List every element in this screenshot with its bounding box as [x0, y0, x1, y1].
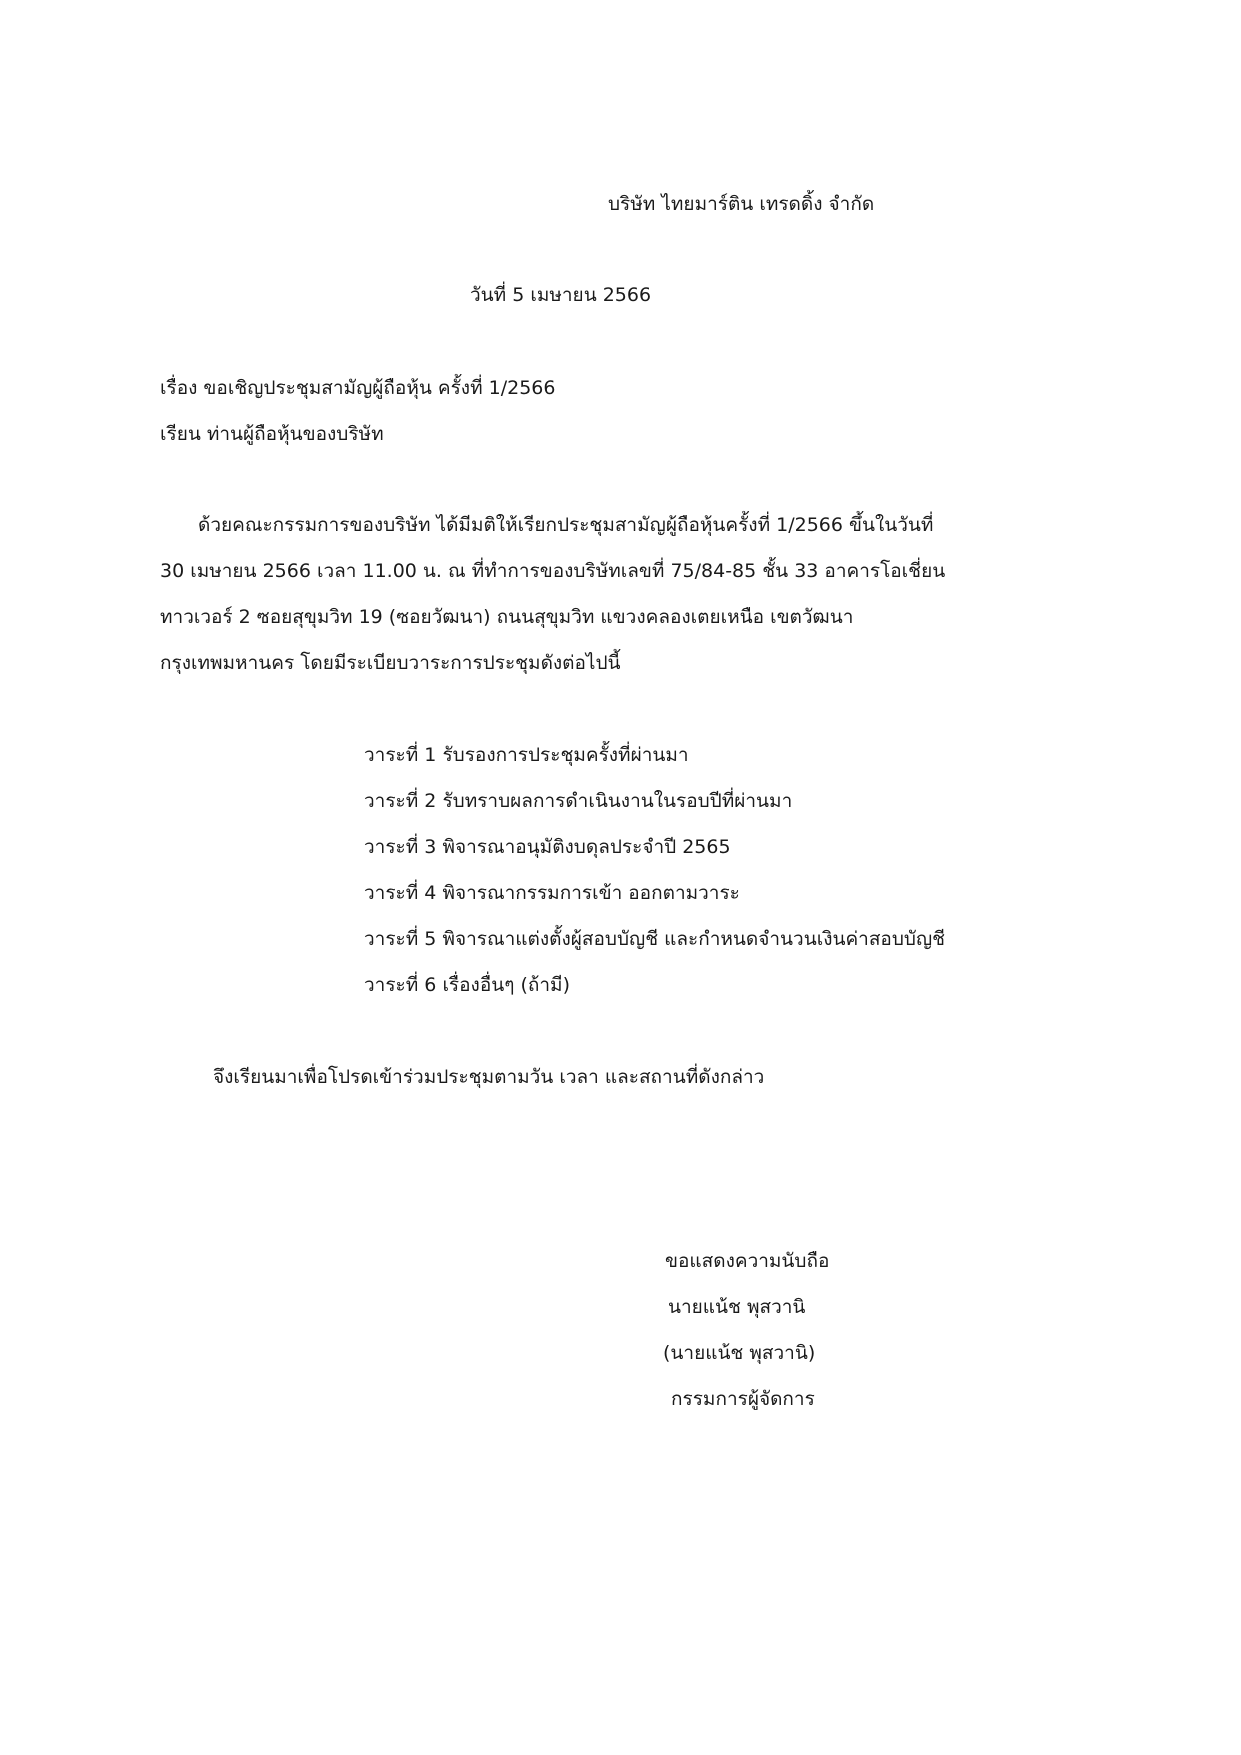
agenda-item: วาระที่ 4 พิจารณากรรมการเข้า ออกตามวาระ: [364, 882, 740, 904]
agenda-item: วาระที่ 2 รับทราบผลการดำเนินงานในรอบปีที่ผ่านมา: [364, 790, 793, 812]
addressee-line: เรียน ท่านผู้ถือหุ้นของบริษัท: [160, 423, 384, 445]
body-line: 30 เมษายน 2566 เวลา 11.00 น. ณ ที่ทำการของบริษัทเลขที่ 75/84-85 ชั้น 33 อาคารโอเชี่ยน: [160, 560, 946, 582]
regards: ขอแสดงความนับถือ: [665, 1250, 830, 1272]
signer-title: กรรมการผู้จัดการ: [671, 1388, 815, 1410]
subject-line: เรื่อง ขอเชิญประชุมสามัญผู้ถือหุ้น ครั้งที่ 1/2566: [160, 377, 556, 399]
agenda-item: วาระที่ 3 พิจารณาอนุมัติงบดุลประจำปี 2565: [364, 836, 731, 858]
body-line: ด้วยคณะกรรมการของบริษัท ได้มีมติให้เรียกประชุมสามัญผู้ถือหุ้นครั้งที่ 1/2566 ขึ้นในวันที่: [198, 514, 934, 536]
agenda-item: วาระที่ 5 พิจารณาแต่งตั้งผู้สอบบัญชี และกำหนดจำนวนเงินค่าสอบบัญชี: [364, 928, 946, 950]
company-name: บริษัท ไทยมาร์ติน เทรดดิ้ง จำกัด: [608, 193, 875, 215]
closing-request: จึงเรียนมาเพื่อโปรดเข้าร่วมประชุมตามวัน เวลา และสถานที่ดังกล่าว: [213, 1066, 765, 1088]
body-line: กรุงเทพมหานคร โดยมีระเบียบวาระการประชุมดังต่อไปนี้: [160, 652, 621, 674]
signer-name: นายแน้ช พุสวานิ: [668, 1296, 806, 1318]
body-line: ทาวเวอร์ 2 ซอยสุขุมวิท 19 (ซอยวัฒนา) ถนนสุขุมวิท แขวงคลองเตยเหนือ เขตวัฒนา: [160, 606, 854, 628]
agenda-item: วาระที่ 6 เรื่องอื่นๆ (ถ้ามี): [364, 974, 570, 996]
letter-date: วันที่ 5 เมษายน 2566: [470, 284, 652, 306]
agenda-item: วาระที่ 1 รับรองการประชุมครั้งที่ผ่านมา: [364, 744, 689, 766]
signer-name-parenthetical: (นายแน้ช พุสวานิ): [663, 1342, 816, 1364]
